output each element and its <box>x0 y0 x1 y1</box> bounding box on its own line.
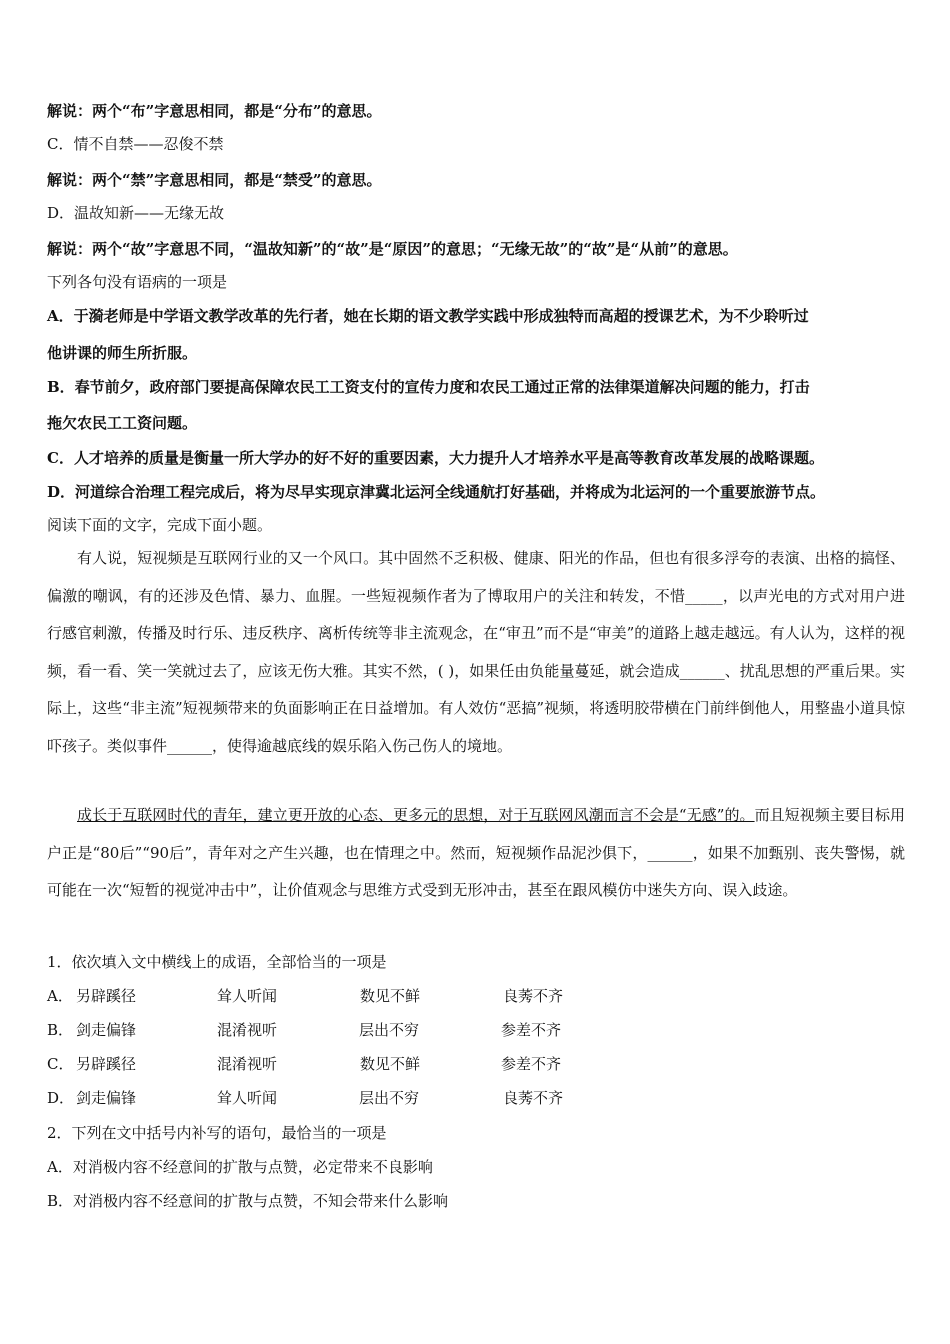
explanation-line-3: 解说：两个“故”字意思不同，“温故知新”的“故”是“原因”的意思；“无缘无故”的“故”是“从前”的意思。 <box>47 240 738 258</box>
question-2-option-b: B．对消极内容不经意间的扩散与点赞，不知会带来什么影响 <box>47 1192 449 1210</box>
explanation-line-1: 解说：两个“布”字意思相同，都是“分布”的意思。 <box>47 102 382 120</box>
option-c-line: C．情不自禁——忍俊不禁 <box>47 135 224 153</box>
option-word: 耸人听闻 <box>217 987 278 1005</box>
option-word: 耸人听闻 <box>217 1089 278 1107</box>
underlined-sentence: 成长于互联网时代的青年，建立更开放的心态、更多元的思想，对于互联网风潮而言不会是“无感”的。 <box>77 806 755 824</box>
passage-paragraph-1-text: 有人说，短视频是互联网行业的又一个风口。其中固然不乏积极、健康、阳光的作品，但也有很多浮夸的表演、出格的搞怪、偏激的嘲讽，有的还涉及色情、暴力、血腥。一些短视频作者为了博取用户的关注和转发，不惜_____，以声光电的方式对用户进行感官刺激，传播及时行乐、违反秩序、离析传统等非主流观念，在“审丑”而不是“审美”的道路上越走越远。有人认为，这样的视频，看一看、笑一笑就过去了，应该无伤大雅。其实不然，( )，如果任由负能量蔓延，就会造成______、扰乱思想的严重后果。实际上，这些“非主流”短视频带来的负面影响正在日益增加。有人效仿“恶搞”视频，将透明胶带横在门前绊倒他人，用整蛊小道具惊吓孩子。类似事件______，使得逾越底线的娱乐陷入伤己伤人的境地。 <box>47 549 905 755</box>
option-word: 剑走偏锋 <box>76 1021 137 1039</box>
option-word: 良莠不齐 <box>503 987 564 1005</box>
grammar-option-b-line-1: B．春节前夕，政府部门要提高保障农民工工资支付的宣传力度和农民工通过正常的法律渠道解决问题的能力，打击 <box>47 378 810 396</box>
option-letter: C． <box>47 1055 74 1073</box>
question-2-option-a: A．对消极内容不经意间的扩散与点赞，必定带来不良影响 <box>47 1158 433 1176</box>
grammar-option-b-line-2: 拖欠农民工工资问题。 <box>47 414 198 432</box>
option-word: 另辟蹊径 <box>76 987 137 1005</box>
passage-paragraph-2 <box>47 797 905 910</box>
grammar-option-c: C．人才培养的质量是衡量一所大学办的好不好的重要因素，大力提升人才培养水平是高等教育改革发展的战略课题。 <box>47 449 824 467</box>
grammar-option-a-line-2: 他讲课的师生所折服。 <box>47 344 198 362</box>
reading-intro: 阅读下面的文字，完成下面小题。 <box>47 516 273 534</box>
passage-paragraph-2-text: 而且短视频主要目标用户正是“80后”“90后”，青年对之产生兴趣，也在情理之中。然而，短视频作品泥沙俱下，______，如果不加甄别、丧失警惕，就可能在一次“短暂的视觉冲击中”，让价值观念与思维方式受到无形冲击，甚至在跟风模仿中迷失方向、误入歧途。 <box>47 806 905 900</box>
question-stem-grammar: 下列各句没有语病的一项是 <box>47 273 228 291</box>
option-word: 另辟蹊径 <box>76 1055 137 1073</box>
option-letter: B． <box>47 1021 74 1039</box>
option-word: 混淆视听 <box>217 1021 278 1039</box>
passage-paragraph-1 <box>47 540 905 766</box>
option-word: 层出不穷 <box>359 1021 420 1039</box>
grammar-option-d: D．河道综合治理工程完成后，将为尽早实现京津冀北运河全线通航打好基础，并将成为北运河的一个重要旅游节点。 <box>47 483 826 501</box>
option-word: 参差不齐 <box>501 1021 562 1039</box>
option-word: 层出不穷 <box>359 1089 420 1107</box>
option-word: 剑走偏锋 <box>76 1089 137 1107</box>
option-letter: A． <box>47 987 73 1005</box>
option-word: 参差不齐 <box>501 1055 562 1073</box>
option-letter: D． <box>47 1089 75 1107</box>
question-1-stem: 1．依次填入文中横线上的成语，全部恰当的一项是 <box>47 953 387 971</box>
explanation-line-2: 解说：两个“禁”字意思相同，都是“禁受”的意思。 <box>47 171 382 189</box>
option-word: 数见不鲜 <box>360 1055 421 1073</box>
grammar-option-a-line-1: A．于漪老师是中学语文教学改革的先行者，她在长期的语文教学实践中形成独特而高超的授课艺术，为不少聆听过 <box>47 307 809 325</box>
option-word: 混淆视听 <box>217 1055 278 1073</box>
option-word: 数见不鲜 <box>360 987 421 1005</box>
question-2-stem: 2．下列在文中括号内补写的语句，最恰当的一项是 <box>47 1124 387 1142</box>
option-word: 良莠不齐 <box>503 1089 564 1107</box>
option-d-line: D．温故知新——无缘无故 <box>47 204 225 222</box>
